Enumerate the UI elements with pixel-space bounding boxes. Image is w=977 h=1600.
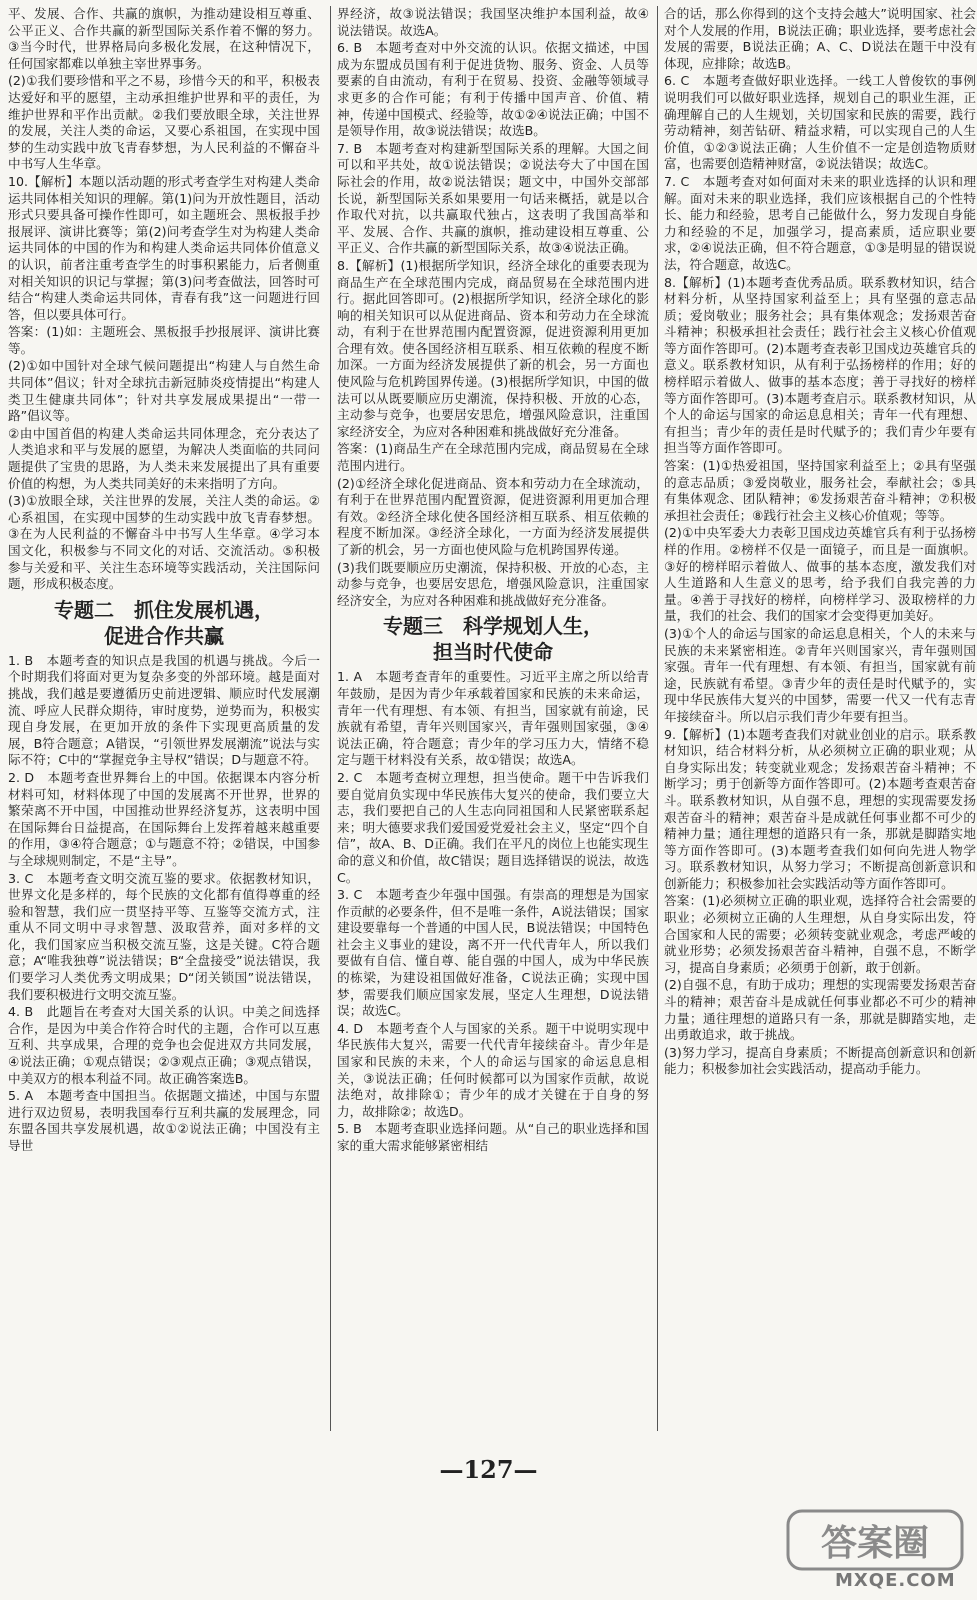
paragraph: (3)我们既要顺应历史潮流，保持积极、开放的心态，主动参与竞争，也要居安思危，增强风险意识，注重国家经济安全，为应对各种困难和挑战做好充分准备。 [337, 559, 649, 608]
paragraph: (3)努力学习，提高自身素质；不断提高创新意识和创新能力；积极参加社会实践活动，提高动手能力。 [664, 1044, 976, 1077]
paragraph: 5. B 本题考查职业选择问题。从“自己的职业选择和国家的重大需求能够紧密相结 [337, 1121, 649, 1153]
paragraph: 7. C 本题考查对如何面对未来的职业选择的认识和理解。面对未来的职业选择，我们应该根据自己的个性特长、能力和经验，思考自己能做什么，努力发现自身能力和经验的不足，加强学习，提高素质，适应职业要求，②④说法正确，但不符合题意，①③是明显的错误说法，符合题意，故选C。 [664, 173, 976, 272]
paragraph: 合的话，那么你得到的这个支持会越大”说明国家、社会对个人发展的作用，B说法正确；职业选择，要考虑社会发展的需要，B说法正确；A、C、D说法在题干中没有体现，应排除；故选B。 [664, 6, 976, 71]
paragraph: 1. A 本题考查青年的重要性。习近平主席之所以给青年鼓励，是因为青少年承载着国家和民族的未来命运，青年一代有理想、有本领、有担当，国家就有前途，民族就有希望，青年兴则国家兴，青年强则国家强，③④说法正确，符合题意；青少年的学习压力大，情绪不稳定与题干材料没有关系，故①错误；故选A。 [337, 669, 649, 768]
paragraph: 7. B 本题考查对构建新型国际关系的理解。大国之间可以和平共处，故①说法错误；②说法夸大了中国在国际社会的作用，故②说法错误；题文中，中国外交部部长说，新型国际关系如果要用一句话来概括，就是以合作取代对抗，以共赢取代独占，这表明了我国高举和平、发展、合作、共赢的旗帜，推动建设相互尊重、公平正义、合作共赢的新型国际关系，故③④说法正确。 [337, 140, 649, 256]
paragraph: 8.【解析】(1)根据所学知识，经济全球化的重要表现为商品生产在全球范围内完成，商品贸易在全球范围内进行。据此回答即可。(2)根据所学知识，经济全球化的影响的相关知识可以从促进商品、资本和劳动力在全球流动，有利于在世界范围内配置资源，促进资源利用更加合理有效。使各国经济相互联系、相互依赖的程度不断加深。一方面为经济发展提供了新的机会，另一方面也使风险与危机跨国界传递。(3)根据所学知识，中国的做法可以从既要顺应历史潮流，保持积极、开放的心态，主动参与竞争，也要居安思危，增强风险意识，注重国家经济安全，为应对各种困难和挑战做好充分准备。 [337, 257, 649, 439]
watermark-text: MXQE.COM [835, 1570, 956, 1591]
paragraph: 答案：(1)必须树立正确的职业观，选择符合社会需要的职业；必须树立正确的人生理想，从自身实际出发，符合国家和人民的需要；必须转变就业观念，考虑严峻的就业形势；必须发扬艰苦奋斗精神，自强不息，不断学习，提高自身素质；必须勇于创新，敢于创新。 [664, 893, 976, 975]
paragraph: 答案：(1)商品生产在全球范围内完成，商品贸易在全球范围内进行。 [337, 441, 649, 474]
paragraph: 答案：(1)如：主题班会、黑板报手抄报展评、演讲比赛等。 [8, 324, 320, 356]
paragraph: 4. B 此题旨在考查对大国关系的认识。中美之间选择合作，是因为中美合作符合时代的主题，合作可以互惠互利、共享成果，合理的竞争也会促进双方共同发展，④说法正确；①观点错误；②③观点正确；③观点错误，中美双方的根本利益不同。故正确答案选B。 [8, 1004, 320, 1086]
paragraph: 9.【解析】(1)本题考查我们对就业创业的启示。联系教材知识，结合材料分析，从必须树立正确的职业观；从自身实际出发；转变就业观念；发扬艰苦奋斗精神；不断学习；勇于创新等方面作答即可。(2)本题考查艰苦奋斗。联系教材知识，从自强不息，理想的实现需要发扬艰苦奋斗的精神；艰苦奋斗是成就任何事业都不可少的精神力量；通往理想的道路只有一条，那就是脚踏实地等方面作答即可。(3)本题考查我们如何向先进人物学习。联系教材知识，从努力学习；不断提高创新意识和创新能力；积极参加社会实践活动等方面作答即可。 [664, 726, 976, 891]
paragraph: 2. C 本题考查树立理想，担当使命。题干中告诉我们要自觉肩负实现中华民族伟大复兴的使命，我们要立大志，我们要把自己的人生志向同祖国和人民紧密联系起来；明大德要求我们爱国爱党爱社会主义，坚定“四个自信”，故A、B、D正确。我们在平凡的岗位上也能实现生命的意义和价值，故C错误；题目选择错误的说法，故选C。 [337, 769, 649, 885]
section-heading-line: 担当时代使命 [433, 640, 553, 665]
column-divider [330, 6, 331, 1431]
paragraph: (2)自强不息，有助于成功；理想的实现需要发扬艰苦奋斗的精神；艰苦奋斗是成就任何事业都必不可少的精神力量；通往理想的道路只有一条，那就是脚踏实地，走出勇敢追求，敢于挑战。 [664, 977, 976, 1043]
section-heading-line: 专题二 抓住发展机遇， [54, 597, 274, 622]
text-column-middle [337, 6, 649, 1436]
paragraph: (2)①我们要珍惜和平之不易，珍惜今天的和平，积极表达爱好和平的愿望，主动承担维护世界和平的责任，为维护世界和平作出贡献。②我们要放眼全球，关注世界的发展，关注人类的命运，又要心系祖国，在实现中国梦的生动实践中放飞青春梦想，为人民利益的不懈奋斗中书写人生华章。 [8, 73, 320, 172]
paragraph: (2)①中央军委大力表彰卫国戍边英雄官兵有利于弘扬榜样的作用。②榜样不仅是一面镜子，而且是一面旗帜。③好的榜样昭示着做人、做事的基本态度，激发我们对人生道路和人生意义的思考，给予我们自我完善的力量。④善于寻找好的榜样，向榜样学习、汲取榜样的力量，我们的社会、我们的国家才会变得更加美好。 [664, 525, 976, 624]
section-heading [8, 597, 320, 649]
text-column-right [664, 6, 976, 1436]
paragraph: 8.【解析】(1)本题考查优秀品质。联系教材知识，结合材料分析，从坚持国家利益至上；具有坚强的意志品质；爱岗敬业；服务社会；具有集体观念；发扬艰苦奋斗精神；积极承担社会责任；践行社会主义核心价值观等方面作答即可。(2)本题考查表彰卫国戍边英雄官兵的意义。联系教材知识，从有利于弘扬榜样的作用；好的榜样昭示着做人、做事的基本态度；善于寻找好的榜样等方面作答即可。(3)本题考查启示。联系教材知识，从个人的命运与国家的命运息息相关；青年一代有理想、有担当；青少年的责任是时代赋予的；我们青少年要有担当等方面作答即可。 [664, 274, 976, 456]
paragraph: 5. A 本题考查中国担当。依据题文描述，中国与东盟进行双边贸易，表明我国奉行互利共赢的发展理念，同东盟各国共享发展机遇，故①②说法正确；中国没有主导世 [8, 1088, 320, 1153]
paragraph: 答案：(1)①热爱祖国，坚持国家利益至上；②具有坚强的意志品质；③爱岗敬业，服务社会，奉献社会；⑤具有集体观念、团队精神；⑥发扬艰苦奋斗精神；⑦积极承担社会责任；⑧践行社会主义核心价值观；等等。 [664, 458, 976, 523]
paragraph: (2)①如中国针对全球气候问题提出“构建人与自然生命共同体”倡议；针对全球抗击新冠肺炎疫情提出“构建人类卫生健康共同体”；针对共享发展成果提出“一带一路”倡议等。 [8, 358, 320, 424]
paragraph: 6. B 本题考查对中外交流的认识。依据文描述，中国成为东盟成员国有利于促进货物、服务、资金、人员等要素的自由流动，有利于在贸易、投资、金融等领域寻求更多的合作可能；有利于传播中国声音、价值、精神，传递中国模式、经验等，故①②④说法正确；中国不是领导作用，故③说法错误；故选B。 [337, 40, 649, 139]
paragraph: (3)①个人的命运与国家的命运息息相关，个人的未来与民族的未来紧密相连。②青年兴则国家兴，青年强则国家强。青年一代有理想、有本领、有担当，国家就有前途，民族就有希望。③青少年的责任是时代赋予的，实现中华民族伟大复兴的中国梦，需要一代又一代有志青年接续奋斗。所以启示我们青少年要有担当。 [664, 625, 976, 724]
paragraph: 界经济，故③说法错误；我国坚决维护本国利益，故④说法错误。故选A。 [337, 6, 649, 38]
paragraph: 2. D 本题考查世界舞台上的中国。依据课本内容分析材料可知，材料体现了中国的发展离不开世界，世界的繁荣离不开中国，中国推动世界经济复苏，这表明中国在国际舞台日益提高，在国际舞台上发挥着越来越重要的作用，③④符合题意；①与题意不符；②错误，中国参与全球规则制定，不是“主导”。 [8, 769, 320, 868]
page-number: —127— [439, 1455, 538, 1484]
paragraph: 1. B 本题考查的知识点是我国的机遇与挑战。今后一个时期我们将面对更为复杂多变的外部环境。越是面对挑战，我们越是要遵循历史前进逻辑、顺应时代发展潮流、呼应人民群众期待，审时度势，逆势而为，积极实现自身发展，在更加开放的条件下实现更高质量的发展，B符合题意；A错误，“引领世界发展潮流”说法与实际不符；C中的“掌握竞争主导权”错误；D与题意不符。 [8, 652, 320, 768]
paragraph: 3. C 本题考查文明交流互鉴的要求。依据教材知识，世界文化是多样的，每个民族的文化都有值得尊重的经验和智慧，我们应一贯坚持平等、互鉴等交流方式，注重从不同文明中寻求智慧、汲取营养，面对多样的文化，我们国家应当积极交流互鉴，这是关键。C符合题意；A“唯我独尊”说法错误；B“全盘接受”说法错误，我们要学习人类优秀文明成果；D“闭关锁国”说法错误，我们要积极进行文明交流互鉴。 [8, 870, 320, 1002]
section-heading [337, 613, 649, 665]
paragraph: ②由中国首倡的构建人类命运共同体理念，充分表达了人类追求和平与发展的愿望，为解决人类面临的共同问题提供了宝贵的思路，为人类未来发展提出了具有重要价值的构想，为人类共同美好的未来指明了方向。 [8, 425, 320, 491]
paragraph: 平、发展、合作、共赢的旗帜，为推动建设相互尊重、公平正义、合作共赢的新型国际关系作着不懈的努力。③当今时代，世界格局向多极化发展，在这种情况下，任何国家都难以单独主宰世界事务。 [8, 6, 320, 71]
paragraph: 3. C 本题考查少年强中国强。有崇高的理想是为国家作贡献的必要条件，但不是唯一条件，A说法错误；国家建设要靠每一个普通的中国人民，B说法错误；中国特色社会主义事业的建设，离不开一代代青年人，所以我们要做有自信、懂自尊、能自强的中国人，成为中华民族的栋梁，为建设祖国做好准备，C说法正确；实现中国梦，需要我们顺应国家发展，坚定人生理想，D说法错误；故选C。 [337, 887, 649, 1019]
watermark-glyphs: 答案圈 [820, 1523, 930, 1564]
paragraph: 10.【解析】本题以活动题的形式考查学生对构建人类命运共同体相关知识的理解。第(1)问为开放性题目，活动形式只要具备可操作性即可，如主题班会、黑板报手抄报展评、演讲比赛等；第(2)问考查学生对为构建人类命运共同体的中国的作为和构建人类命运共同体价值意义的认识，前者注重考查学生的时事积累能力，后者侧重对相关知识的识记与掌握；第(3)问考查做法，回答时可结合“构建人类命运共同体，青春有我”这一问题进行回答，但以要具体可行。 [8, 173, 320, 322]
text-column-left [8, 6, 320, 1436]
section-heading-line: 促进合作共赢 [104, 623, 224, 648]
section-heading-line: 专题三 科学规划人生， [383, 614, 603, 639]
paragraph: (2)①经济全球化促进商品、资本和劳动力在全球流动，有利于在世界范围内配置资源，促进资源利用更加合理有效。②经济全球化使各国经济相互联系、相互依赖的程度不断加深。③经济全球化，一方面为经济发展提供了新的机会，另一方面也使风险与危机跨国界传递。 [337, 475, 649, 557]
paragraph: 6. C 本题考查做好职业选择。一线工人曾俊钦的事例说明我们可以做好职业选择，规划自己的职业生涯，正确理解自己的人生规划，关切国家和民族的需要，践行劳动精神，刻苦钻研、精益求精，可以实现自己的人生价值，①②③说法正确；人生价值不一定是创造物质财富，也需要创造精神财富，②说法错误；故选C。 [664, 73, 976, 172]
paragraph: 4. D 本题考查个人与国家的关系。题干中说明实现中华民族伟大复兴，需要一代代青年接续奋斗。青少年是国家和民族的未来，个人的命运与国家的命运息息相关，③说法正确；任何时候都可以为国家作贡献，故说法绝对，故排除①；青少年的成才关键在于自身的努力，故排除②；故选D。 [337, 1020, 649, 1119]
column-divider [657, 6, 658, 1431]
paragraph: (3)①放眼全球，关注世界的发展，关注人类的命运。②心系祖国，在实现中国梦的生动实践中放飞青春梦想。③在为人民利益的不懈奋斗中书写人生华章。④学习本国文化，积极参与不同文化的对话、交流活动。⑤积极参与关爱和平、关注生态环境等实践活动，关注国际问题，形成积极态度。 [8, 493, 320, 592]
